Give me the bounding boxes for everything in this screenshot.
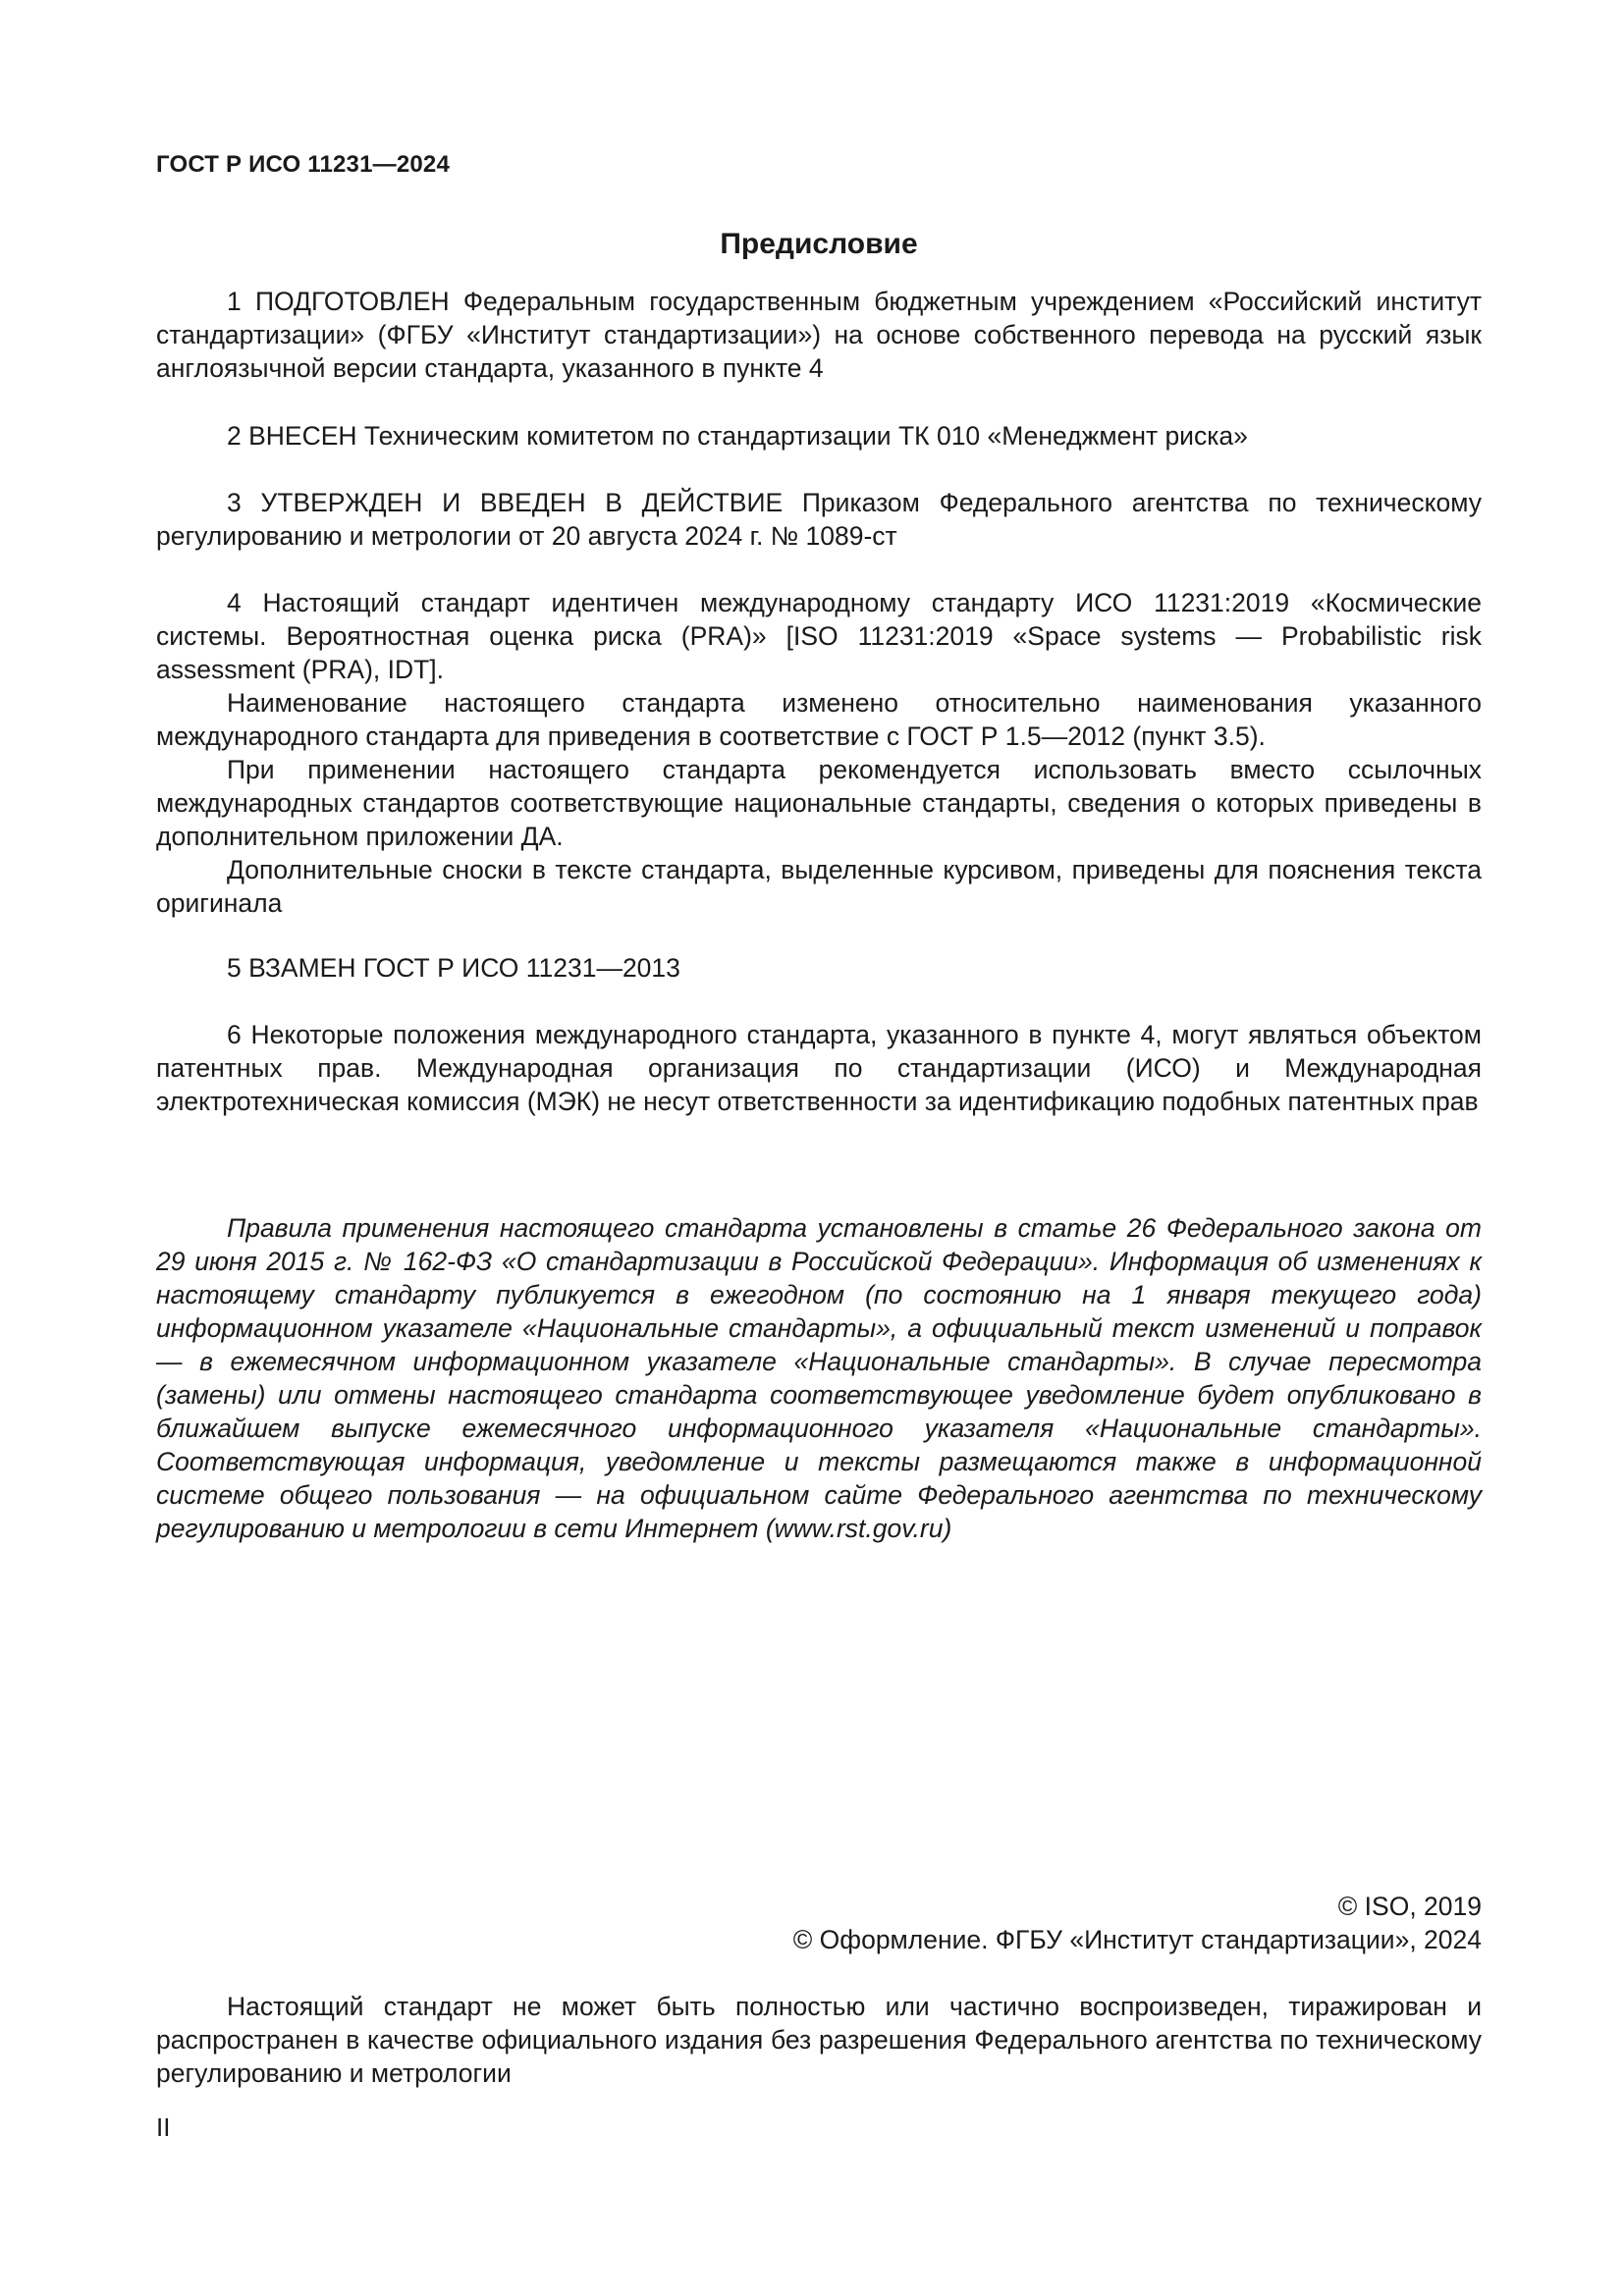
page-title: Предисловие (720, 228, 918, 260)
foreword-paragraph: При применении настоящего стандарта рекомендуется использовать вместо ссылочных международных стандартов соответствующие национальные стандарты, сведения о которых приведены в дополнительном приложении ДА. (156, 755, 1482, 851)
copyright-iso: © ISO, 2019 (1337, 1892, 1482, 1921)
page-number: II (156, 2112, 171, 2142)
foreword-paragraph: 4 Настоящий стандарт идентичен международному стандарту ИСО 11231:2019 «Космические системы. Вероятностная оценка риска (PRA)» [ISO 11231:2019 «Space systems — Probabilistic risk assessment (PRA), IDT]. (156, 588, 1482, 684)
foreword-item-6 (156, 1018, 1482, 1118)
foreword-item-4 (156, 586, 1482, 920)
reproduction-notice: Настоящий стандарт не может быть полностью или частично воспроизведен, тиражирован и распространен в качестве официального издания без разрешения Федерального агентства по техническому регулированию и метрологии (156, 1992, 1482, 2088)
foreword-paragraph: Дополнительные сноски в тексте стандарта, выделенные курсивом, приведены для пояснения текста оригинала (156, 855, 1482, 918)
legal-notice: Правила применения настоящего стандарта установлены в статье 26 Федерального закона от 29 июня 2015 г. № 162-ФЗ «О стандартизации в Российской Федерации». Информация об изменениях к настоящему стандарту публикуется в ежегодном (по состоянию на 1 января текущего года) информационном указателе «Национальные стандарты», а официальный текст изменений и поправок — в ежемесячном информационном указателе «Национальные стандарты». В случае пересмотра (замены) или отмены настоящего стандарта соответствующее уведомление будет опубликовано в ближайшем выпуске ежемесячного информационного указателя «Национальные стандарты». Соответствующая информация, уведомление и тексты размещаются также в информационной системе общего пользования — на официальном сайте Федерального агентства по техническому регулированию и метрологии в сети Интернет (www.rst.gov.ru) (156, 1213, 1482, 1543)
foreword-paragraph: Наименование настоящего стандарта изменено относительно наименования указанного международного стандарта для приведения в соответствие с ГОСТ Р 1.5—2012 (пункт 3.5). (156, 688, 1482, 751)
foreword-item-2 (156, 419, 1482, 453)
foreword-paragraph: 6 Некоторые положения международного стандарта, указанного в пункте 4, могут являться объектом патентных прав. Международная организация по стандартизации (ИСО) и Международная электротехническая комиссия (МЭК) не несут ответственности за идентификацию подобных патентных прав (156, 1020, 1482, 1116)
foreword-paragraph: 1 ПОДГОТОВЛЕН Федеральным государственным бюджетным учреждением «Российский институт стандартизации» (ФГБУ «Институт стандартизации») на основе собственного перевода на русский язык англоязычной версии стандарта, указанного в пункте 4 (156, 287, 1482, 383)
foreword-paragraph: 2 ВНЕСЕН Техническим комитетом по стандартизации ТК 010 «Менеджмент риска» (227, 421, 1248, 451)
foreword-item-1 (156, 285, 1482, 385)
foreword-item-3 (156, 486, 1482, 553)
foreword-paragraph: 5 ВЗАМЕН ГОСТ Р ИСО 11231—2013 (227, 953, 680, 983)
copyright-design: © Оформление. ФГБУ «Институт стандартизации», 2024 (792, 1925, 1482, 1954)
foreword-item-5 (156, 951, 1482, 985)
document-page (156, 0, 1482, 2296)
foreword-paragraph: 3 УТВЕРЖДЕН И ВВЕДЕН В ДЕЙСТВИЕ Приказом Федерального агентства по техническому регулированию и метрологии от 20 августа 2024 г. № 1089-ст (156, 488, 1482, 551)
copyright-block (793, 1890, 1482, 1956)
standard-code-header: ГОСТ Р ИСО 11231—2024 (156, 151, 451, 178)
